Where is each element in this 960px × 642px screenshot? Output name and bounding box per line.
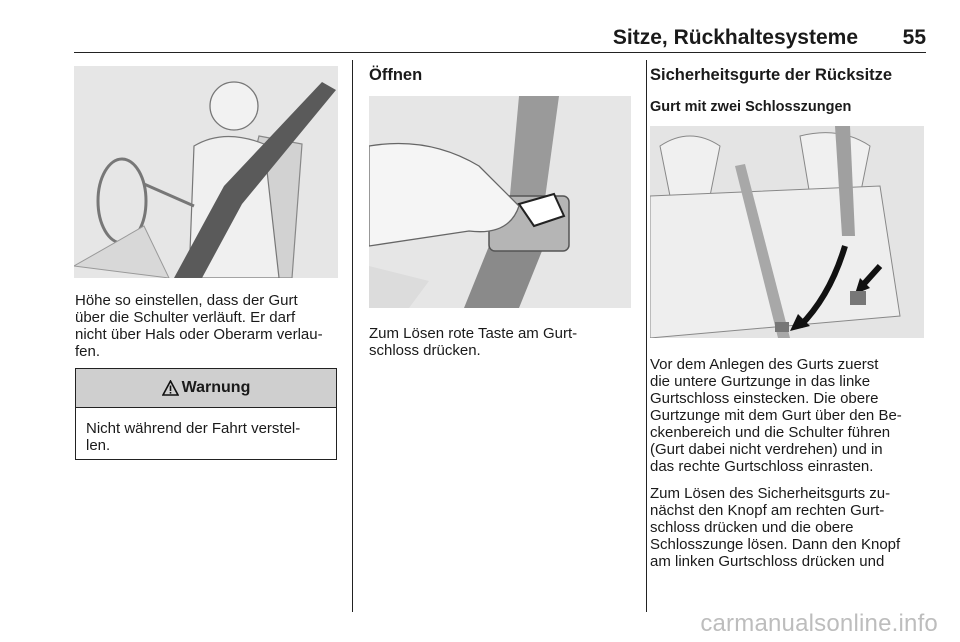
page-number: 55 — [902, 26, 926, 49]
release-paragraph: Zum Lösen rote Taste am Gurt- schloss drücken. — [369, 325, 578, 359]
figure-buckle-release — [369, 96, 631, 308]
page-header — [74, 22, 926, 53]
column-2-text — [369, 325, 639, 359]
figure-rear-seat-belt — [650, 126, 924, 338]
fasten-instructions-paragraph: Vor dem Anlegen des Gurts zuerst die untere Gurtzunge in das linke Gurtschloss einstecken. Die obere Gurtzunge mit dem Gurt über den Be- ckenbereich und die Schulter führen (Gurt dabei nicht verdrehen) und in das rechte Gurtschloss einrasten. — [650, 356, 902, 475]
warning-body: Nicht während der Fahrt verstel- len. — [86, 420, 301, 454]
rear-belts-heading: Sicherheitsgurte der Rücksitze — [650, 66, 893, 84]
opening-heading: Öffnen — [369, 66, 423, 84]
two-tongues-subheading: Gurt mit zwei Schlosszungen — [650, 99, 852, 115]
warning-box — [75, 368, 337, 460]
column-divider-2 — [646, 60, 647, 612]
warning-triangle-icon — [162, 380, 179, 396]
release-instructions-paragraph: Zum Lösen des Sicherheitsgurts zu- nächst den Knopf am rechten Gurt- schloss drücken und die obere Schlosszunge lösen. Dann den Knopf am linken Gurtschloss drücken und — [650, 485, 901, 570]
column-2-heading-block — [369, 66, 631, 85]
warning-header — [76, 369, 336, 408]
column-3-heading-block — [650, 66, 940, 115]
rear-seat-belt-illustration — [650, 126, 924, 338]
warning-title: Warnung — [181, 379, 251, 396]
column-1-text — [75, 292, 343, 360]
watermark: carmanualsonline.info — [700, 610, 938, 637]
column-divider-1 — [352, 60, 353, 612]
driver-seatbelt-illustration — [74, 66, 338, 278]
figure-driver-belt-height — [74, 66, 338, 278]
header-title: Sitze, Rückhaltesysteme — [612, 26, 858, 49]
column-3-text — [650, 356, 940, 570]
height-adjust-paragraph: Höhe so einstellen, dass der Gurt über die Schulter verläuft. Er darf nicht über Hals oder Oberarm verlau- fen. — [75, 292, 323, 360]
buckle-release-illustration — [369, 96, 631, 308]
